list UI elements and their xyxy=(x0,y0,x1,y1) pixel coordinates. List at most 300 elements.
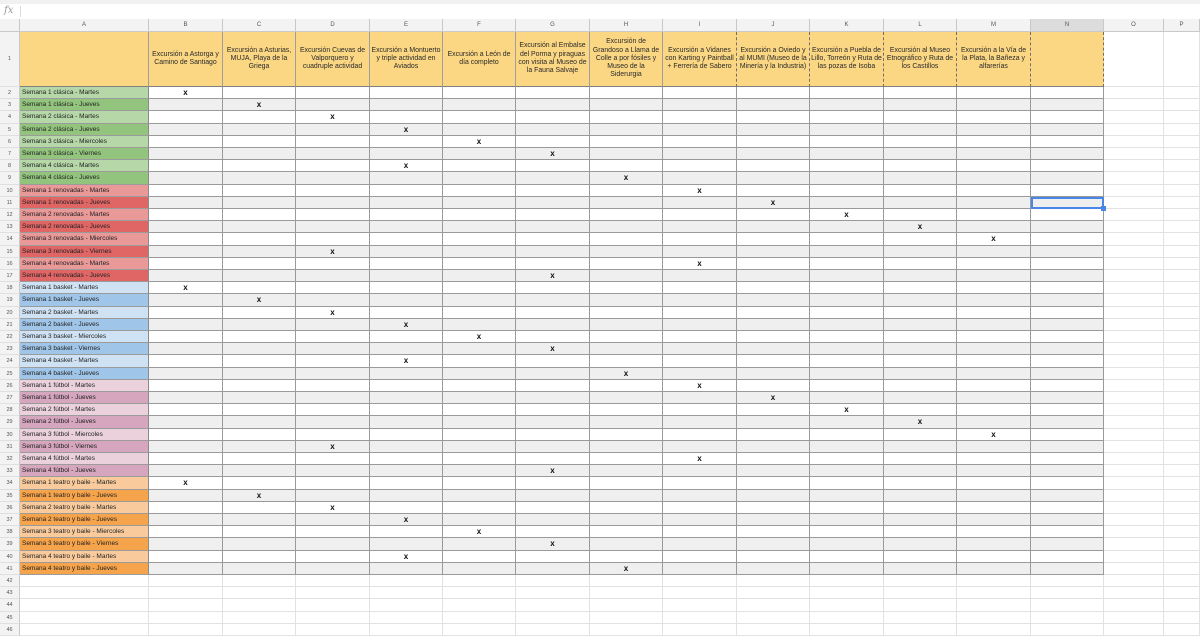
schedule-cell[interactable] xyxy=(1031,270,1104,282)
schedule-cell[interactable] xyxy=(810,172,884,184)
column-header-f[interactable]: F xyxy=(443,19,516,32)
excursion-mark[interactable]: x xyxy=(810,209,884,221)
column-header-o[interactable]: O xyxy=(1104,19,1164,32)
schedule-cell[interactable] xyxy=(149,160,223,172)
schedule-cell[interactable] xyxy=(590,526,663,538)
formula-bar[interactable] xyxy=(0,4,1200,20)
schedule-cell[interactable] xyxy=(443,319,516,331)
schedule-cell[interactable] xyxy=(810,258,884,270)
empty-cell[interactable] xyxy=(296,575,370,587)
empty-cell[interactable] xyxy=(1164,429,1200,441)
empty-cell[interactable] xyxy=(1104,282,1164,294)
schedule-cell[interactable] xyxy=(663,355,737,367)
column-header-p[interactable]: P xyxy=(1164,19,1200,32)
schedule-cell[interactable] xyxy=(737,331,810,343)
group-label[interactable]: Semana 1 fútbol - Jueves xyxy=(20,392,149,404)
schedule-cell[interactable] xyxy=(370,343,443,355)
schedule-cell[interactable] xyxy=(223,563,296,575)
schedule-cell[interactable] xyxy=(737,319,810,331)
row-header[interactable]: 30 xyxy=(0,429,20,441)
group-label[interactable]: Semana 3 clásica - Viernes xyxy=(20,148,149,160)
schedule-cell[interactable] xyxy=(884,514,957,526)
schedule-cell[interactable] xyxy=(590,551,663,563)
schedule-cell[interactable] xyxy=(296,526,370,538)
schedule-cell[interactable] xyxy=(149,258,223,270)
schedule-cell[interactable] xyxy=(884,160,957,172)
empty-cell[interactable] xyxy=(1164,490,1200,502)
excursion-header-n[interactable] xyxy=(1031,32,1104,87)
group-label[interactable]: Semana 2 fútbol - Jueves xyxy=(20,416,149,428)
empty-cell[interactable] xyxy=(370,587,443,599)
schedule-cell[interactable] xyxy=(810,355,884,367)
empty-cell[interactable] xyxy=(590,599,663,611)
schedule-cell[interactable] xyxy=(223,160,296,172)
group-label[interactable]: Semana 4 basket - Jueves xyxy=(20,368,149,380)
excursion-mark[interactable]: x xyxy=(370,124,443,136)
schedule-cell[interactable] xyxy=(370,258,443,270)
schedule-cell[interactable] xyxy=(516,294,590,306)
schedule-cell[interactable] xyxy=(810,502,884,514)
excursion-mark[interactable]: x xyxy=(370,551,443,563)
empty-cell[interactable] xyxy=(1164,197,1200,209)
row-header[interactable]: 38 xyxy=(0,526,20,538)
empty-cell[interactable] xyxy=(149,575,223,587)
schedule-cell[interactable] xyxy=(1031,392,1104,404)
empty-cell[interactable] xyxy=(663,599,737,611)
schedule-cell[interactable] xyxy=(370,99,443,111)
schedule-cell[interactable] xyxy=(590,221,663,233)
group-label[interactable]: Semana 1 clásica - Martes xyxy=(20,87,149,99)
empty-cell[interactable] xyxy=(1104,221,1164,233)
row-header[interactable]: 1 xyxy=(0,32,20,87)
empty-cell[interactable] xyxy=(884,599,957,611)
schedule-cell[interactable] xyxy=(663,538,737,550)
schedule-cell[interactable] xyxy=(296,185,370,197)
schedule-cell[interactable] xyxy=(370,465,443,477)
schedule-cell[interactable] xyxy=(884,502,957,514)
empty-cell[interactable] xyxy=(737,612,810,624)
schedule-cell[interactable] xyxy=(663,563,737,575)
schedule-cell[interactable] xyxy=(370,87,443,99)
schedule-cell[interactable] xyxy=(590,453,663,465)
empty-cell[interactable] xyxy=(1104,343,1164,355)
schedule-cell[interactable] xyxy=(223,380,296,392)
schedule-cell[interactable] xyxy=(884,307,957,319)
schedule-cell[interactable] xyxy=(516,331,590,343)
schedule-cell[interactable] xyxy=(737,465,810,477)
empty-cell[interactable] xyxy=(590,612,663,624)
empty-cell[interactable] xyxy=(20,599,149,611)
schedule-cell[interactable] xyxy=(590,111,663,123)
group-label[interactable]: Semana 4 fútbol - Jueves xyxy=(20,465,149,477)
schedule-cell[interactable] xyxy=(663,233,737,245)
group-label[interactable]: Semana 1 basket - Martes xyxy=(20,282,149,294)
schedule-cell[interactable] xyxy=(957,246,1031,258)
schedule-cell[interactable] xyxy=(884,319,957,331)
schedule-cell[interactable] xyxy=(443,197,516,209)
schedule-cell[interactable] xyxy=(957,124,1031,136)
schedule-cell[interactable] xyxy=(737,429,810,441)
empty-cell[interactable] xyxy=(516,599,590,611)
schedule-cell[interactable] xyxy=(1031,221,1104,233)
schedule-cell[interactable] xyxy=(810,294,884,306)
schedule-cell[interactable] xyxy=(957,99,1031,111)
schedule-cell[interactable] xyxy=(223,477,296,489)
schedule-cell[interactable] xyxy=(296,477,370,489)
schedule-cell[interactable] xyxy=(1031,490,1104,502)
schedule-cell[interactable] xyxy=(737,282,810,294)
empty-cell[interactable] xyxy=(1104,294,1164,306)
schedule-cell[interactable] xyxy=(810,307,884,319)
empty-cell[interactable] xyxy=(1164,587,1200,599)
empty-cell[interactable] xyxy=(1104,124,1164,136)
schedule-cell[interactable] xyxy=(443,355,516,367)
schedule-cell[interactable] xyxy=(296,538,370,550)
schedule-cell[interactable] xyxy=(737,124,810,136)
schedule-cell[interactable] xyxy=(223,209,296,221)
column-header-d[interactable]: D xyxy=(296,19,370,32)
schedule-cell[interactable] xyxy=(590,148,663,160)
schedule-cell[interactable] xyxy=(737,246,810,258)
schedule-cell[interactable] xyxy=(149,331,223,343)
schedule-cell[interactable] xyxy=(443,233,516,245)
excursion-header-c[interactable]: Excursión a Asturias, MUJA, Playa de la Griega xyxy=(223,32,296,87)
empty-cell[interactable] xyxy=(20,624,149,636)
empty-cell[interactable] xyxy=(1164,160,1200,172)
schedule-cell[interactable] xyxy=(516,380,590,392)
schedule-cell[interactable] xyxy=(810,185,884,197)
schedule-cell[interactable] xyxy=(663,526,737,538)
schedule-cell[interactable] xyxy=(149,380,223,392)
schedule-cell[interactable] xyxy=(590,270,663,282)
excursion-header-h[interactable]: Excursión de Grandoso a Llama de Colle a por fósiles y Museo de la Siderurgia xyxy=(590,32,663,87)
schedule-cell[interactable] xyxy=(810,477,884,489)
schedule-cell[interactable] xyxy=(810,331,884,343)
schedule-cell[interactable] xyxy=(296,514,370,526)
empty-cell[interactable] xyxy=(1031,599,1104,611)
group-label[interactable]: Semana 2 renovadas - Jueves xyxy=(20,221,149,233)
excursion-mark[interactable]: x xyxy=(516,343,590,355)
schedule-cell[interactable] xyxy=(223,197,296,209)
schedule-cell[interactable] xyxy=(443,111,516,123)
empty-cell[interactable] xyxy=(1104,429,1164,441)
row-header[interactable]: 11 xyxy=(0,197,20,209)
schedule-cell[interactable] xyxy=(590,258,663,270)
schedule-cell[interactable] xyxy=(149,185,223,197)
excursion-mark[interactable]: x xyxy=(663,258,737,270)
schedule-cell[interactable] xyxy=(1031,172,1104,184)
schedule-cell[interactable] xyxy=(443,124,516,136)
schedule-cell[interactable] xyxy=(149,563,223,575)
empty-cell[interactable] xyxy=(810,612,884,624)
schedule-cell[interactable] xyxy=(516,246,590,258)
schedule-cell[interactable] xyxy=(149,526,223,538)
schedule-cell[interactable] xyxy=(590,99,663,111)
schedule-cell[interactable] xyxy=(443,538,516,550)
empty-cell[interactable] xyxy=(1164,111,1200,123)
empty-cell[interactable] xyxy=(1104,380,1164,392)
schedule-cell[interactable] xyxy=(810,160,884,172)
schedule-cell[interactable] xyxy=(443,221,516,233)
schedule-cell[interactable] xyxy=(663,343,737,355)
schedule-cell[interactable] xyxy=(296,331,370,343)
schedule-cell[interactable] xyxy=(296,221,370,233)
schedule-cell[interactable] xyxy=(516,551,590,563)
schedule-cell[interactable] xyxy=(516,526,590,538)
column-header-i[interactable]: I xyxy=(663,19,737,32)
schedule-cell[interactable] xyxy=(590,197,663,209)
empty-cell[interactable] xyxy=(1164,124,1200,136)
excursion-mark[interactable]: x xyxy=(296,441,370,453)
schedule-cell[interactable] xyxy=(1031,404,1104,416)
schedule-cell[interactable] xyxy=(370,404,443,416)
excursion-mark[interactable]: x xyxy=(663,185,737,197)
schedule-cell[interactable] xyxy=(884,233,957,245)
schedule-cell[interactable] xyxy=(223,526,296,538)
schedule-cell[interactable] xyxy=(663,514,737,526)
group-label[interactable]: Semana 2 clásica - Jueves xyxy=(20,124,149,136)
empty-cell[interactable] xyxy=(737,624,810,636)
schedule-cell[interactable] xyxy=(223,404,296,416)
schedule-cell[interactable] xyxy=(370,185,443,197)
empty-cell[interactable] xyxy=(737,587,810,599)
schedule-cell[interactable] xyxy=(590,331,663,343)
excursion-mark[interactable]: x xyxy=(223,294,296,306)
schedule-cell[interactable] xyxy=(443,392,516,404)
schedule-cell[interactable] xyxy=(370,416,443,428)
schedule-cell[interactable] xyxy=(223,355,296,367)
schedule-cell[interactable] xyxy=(296,453,370,465)
row-header[interactable]: 8 xyxy=(0,160,20,172)
group-label[interactable]: Semana 1 clásica - Jueves xyxy=(20,99,149,111)
schedule-cell[interactable] xyxy=(884,185,957,197)
schedule-cell[interactable] xyxy=(223,343,296,355)
schedule-cell[interactable] xyxy=(223,392,296,404)
schedule-cell[interactable] xyxy=(810,197,884,209)
schedule-cell[interactable] xyxy=(590,355,663,367)
schedule-cell[interactable] xyxy=(296,172,370,184)
schedule-cell[interactable] xyxy=(443,87,516,99)
schedule-cell[interactable] xyxy=(590,343,663,355)
group-label[interactable]: Semana 2 teatro y baile - Martes xyxy=(20,502,149,514)
group-label[interactable]: Semana 2 basket - Jueves xyxy=(20,319,149,331)
schedule-cell[interactable] xyxy=(663,209,737,221)
schedule-cell[interactable] xyxy=(223,221,296,233)
group-label[interactable]: Semana 4 renovadas - Martes xyxy=(20,258,149,270)
row-header[interactable]: 14 xyxy=(0,233,20,245)
schedule-cell[interactable] xyxy=(1031,563,1104,575)
excursion-header-e[interactable]: Excursión a Montuerto y triple actividad en Aviados xyxy=(370,32,443,87)
schedule-cell[interactable] xyxy=(737,514,810,526)
schedule-cell[interactable] xyxy=(370,441,443,453)
schedule-cell[interactable] xyxy=(443,453,516,465)
schedule-cell[interactable] xyxy=(370,197,443,209)
schedule-cell[interactable] xyxy=(370,294,443,306)
schedule-cell[interactable] xyxy=(737,368,810,380)
schedule-cell[interactable] xyxy=(1031,551,1104,563)
schedule-cell[interactable] xyxy=(296,355,370,367)
empty-cell[interactable] xyxy=(20,587,149,599)
empty-cell[interactable] xyxy=(1104,502,1164,514)
empty-cell[interactable] xyxy=(1104,32,1164,87)
schedule-cell[interactable] xyxy=(737,490,810,502)
empty-cell[interactable] xyxy=(663,587,737,599)
schedule-cell[interactable] xyxy=(957,136,1031,148)
schedule-cell[interactable] xyxy=(810,368,884,380)
group-label[interactable]: Semana 1 fútbol - Martes xyxy=(20,380,149,392)
empty-cell[interactable] xyxy=(1164,392,1200,404)
empty-cell[interactable] xyxy=(1031,587,1104,599)
empty-cell[interactable] xyxy=(149,612,223,624)
empty-cell[interactable] xyxy=(1164,368,1200,380)
schedule-cell[interactable] xyxy=(370,172,443,184)
empty-cell[interactable] xyxy=(1164,233,1200,245)
schedule-cell[interactable] xyxy=(810,124,884,136)
schedule-cell[interactable] xyxy=(443,563,516,575)
group-label[interactable]: Semana 2 renovadas - Martes xyxy=(20,209,149,221)
empty-cell[interactable] xyxy=(20,612,149,624)
schedule-cell[interactable] xyxy=(737,380,810,392)
schedule-cell[interactable] xyxy=(370,209,443,221)
empty-cell[interactable] xyxy=(516,587,590,599)
empty-cell[interactable] xyxy=(884,624,957,636)
excursion-mark[interactable]: x xyxy=(516,148,590,160)
schedule-cell[interactable] xyxy=(737,209,810,221)
empty-cell[interactable] xyxy=(1164,551,1200,563)
schedule-cell[interactable] xyxy=(149,355,223,367)
schedule-cell[interactable] xyxy=(223,429,296,441)
schedule-cell[interactable] xyxy=(296,258,370,270)
schedule-cell[interactable] xyxy=(370,429,443,441)
schedule-cell[interactable] xyxy=(516,233,590,245)
select-all-corner[interactable] xyxy=(0,19,20,32)
empty-cell[interactable] xyxy=(1164,319,1200,331)
schedule-cell[interactable] xyxy=(516,477,590,489)
schedule-cell[interactable] xyxy=(663,111,737,123)
schedule-cell[interactable] xyxy=(516,197,590,209)
schedule-cell[interactable] xyxy=(223,307,296,319)
schedule-cell[interactable] xyxy=(516,355,590,367)
group-label[interactable]: Semana 4 teatro y baile - Martes xyxy=(20,551,149,563)
schedule-cell[interactable] xyxy=(737,307,810,319)
row-header[interactable]: 6 xyxy=(0,136,20,148)
column-header-b[interactable]: B xyxy=(149,19,223,32)
excursion-mark[interactable]: x xyxy=(663,453,737,465)
schedule-cell[interactable] xyxy=(884,526,957,538)
excursion-mark[interactable]: x xyxy=(810,404,884,416)
schedule-cell[interactable] xyxy=(149,465,223,477)
schedule-cell[interactable] xyxy=(590,233,663,245)
schedule-cell[interactable] xyxy=(737,185,810,197)
empty-cell[interactable] xyxy=(1164,136,1200,148)
schedule-cell[interactable] xyxy=(516,453,590,465)
schedule-cell[interactable] xyxy=(590,392,663,404)
schedule-cell[interactable] xyxy=(370,538,443,550)
excursion-mark[interactable]: x xyxy=(149,282,223,294)
schedule-cell[interactable] xyxy=(810,453,884,465)
empty-cell[interactable] xyxy=(957,587,1031,599)
schedule-cell[interactable] xyxy=(957,538,1031,550)
empty-cell[interactable] xyxy=(1104,599,1164,611)
schedule-cell[interactable] xyxy=(663,124,737,136)
schedule-cell[interactable] xyxy=(1031,185,1104,197)
schedule-cell[interactable] xyxy=(1031,87,1104,99)
schedule-cell[interactable] xyxy=(737,258,810,270)
schedule-cell[interactable] xyxy=(957,148,1031,160)
schedule-cell[interactable] xyxy=(810,233,884,245)
schedule-cell[interactable] xyxy=(296,99,370,111)
row-header[interactable]: 39 xyxy=(0,538,20,550)
empty-cell[interactable] xyxy=(223,624,296,636)
excursion-mark[interactable]: x xyxy=(443,526,516,538)
schedule-cell[interactable] xyxy=(516,209,590,221)
group-label[interactable]: Semana 3 fútbol - Viernes xyxy=(20,441,149,453)
empty-cell[interactable] xyxy=(1164,331,1200,343)
empty-cell[interactable] xyxy=(1104,563,1164,575)
schedule-cell[interactable] xyxy=(149,246,223,258)
group-label[interactable]: Semana 2 clásica - Martes xyxy=(20,111,149,123)
schedule-cell[interactable] xyxy=(1031,477,1104,489)
schedule-cell[interactable] xyxy=(516,441,590,453)
schedule-cell[interactable] xyxy=(737,233,810,245)
schedule-cell[interactable] xyxy=(810,416,884,428)
schedule-cell[interactable] xyxy=(516,111,590,123)
empty-cell[interactable] xyxy=(1104,246,1164,258)
schedule-cell[interactable] xyxy=(296,416,370,428)
excursion-header-g[interactable]: Excursión al Embalse del Porma y piraguas con visita al Museo de la Fauna Salvaje xyxy=(516,32,590,87)
schedule-cell[interactable] xyxy=(663,99,737,111)
schedule-cell[interactable] xyxy=(443,258,516,270)
empty-cell[interactable] xyxy=(1104,185,1164,197)
schedule-cell[interactable] xyxy=(884,258,957,270)
schedule-cell[interactable] xyxy=(443,416,516,428)
excursion-mark[interactable]: x xyxy=(370,355,443,367)
empty-cell[interactable] xyxy=(1104,575,1164,587)
schedule-cell[interactable] xyxy=(737,416,810,428)
schedule-cell[interactable] xyxy=(516,368,590,380)
schedule-cell[interactable] xyxy=(443,429,516,441)
empty-cell[interactable] xyxy=(1104,209,1164,221)
empty-cell[interactable] xyxy=(1104,392,1164,404)
schedule-cell[interactable] xyxy=(884,355,957,367)
schedule-cell[interactable] xyxy=(884,538,957,550)
empty-cell[interactable] xyxy=(1164,526,1200,538)
schedule-cell[interactable] xyxy=(884,368,957,380)
schedule-cell[interactable] xyxy=(223,514,296,526)
schedule-cell[interactable] xyxy=(810,465,884,477)
schedule-cell[interactable] xyxy=(1031,416,1104,428)
group-label[interactable]: Semana 3 basket - Viernes xyxy=(20,343,149,355)
schedule-cell[interactable] xyxy=(149,307,223,319)
excursion-mark[interactable]: x xyxy=(737,392,810,404)
schedule-cell[interactable] xyxy=(149,551,223,563)
schedule-cell[interactable] xyxy=(737,538,810,550)
schedule-cell[interactable] xyxy=(884,136,957,148)
schedule-cell[interactable] xyxy=(810,441,884,453)
schedule-cell[interactable] xyxy=(884,197,957,209)
group-label[interactable]: Semana 4 fútbol - Martes xyxy=(20,453,149,465)
excursion-header-i[interactable]: Excursión a Vidanes con Karting y Paintball + Ferrería de Sabero xyxy=(663,32,737,87)
schedule-cell[interactable] xyxy=(957,111,1031,123)
empty-cell[interactable] xyxy=(1164,343,1200,355)
empty-cell[interactable] xyxy=(1104,490,1164,502)
row-header[interactable]: 7 xyxy=(0,148,20,160)
group-label[interactable]: Semana 3 fútbol - Miercoles xyxy=(20,429,149,441)
schedule-cell[interactable] xyxy=(884,148,957,160)
schedule-cell[interactable] xyxy=(590,319,663,331)
empty-cell[interactable] xyxy=(1164,599,1200,611)
schedule-cell[interactable] xyxy=(957,514,1031,526)
